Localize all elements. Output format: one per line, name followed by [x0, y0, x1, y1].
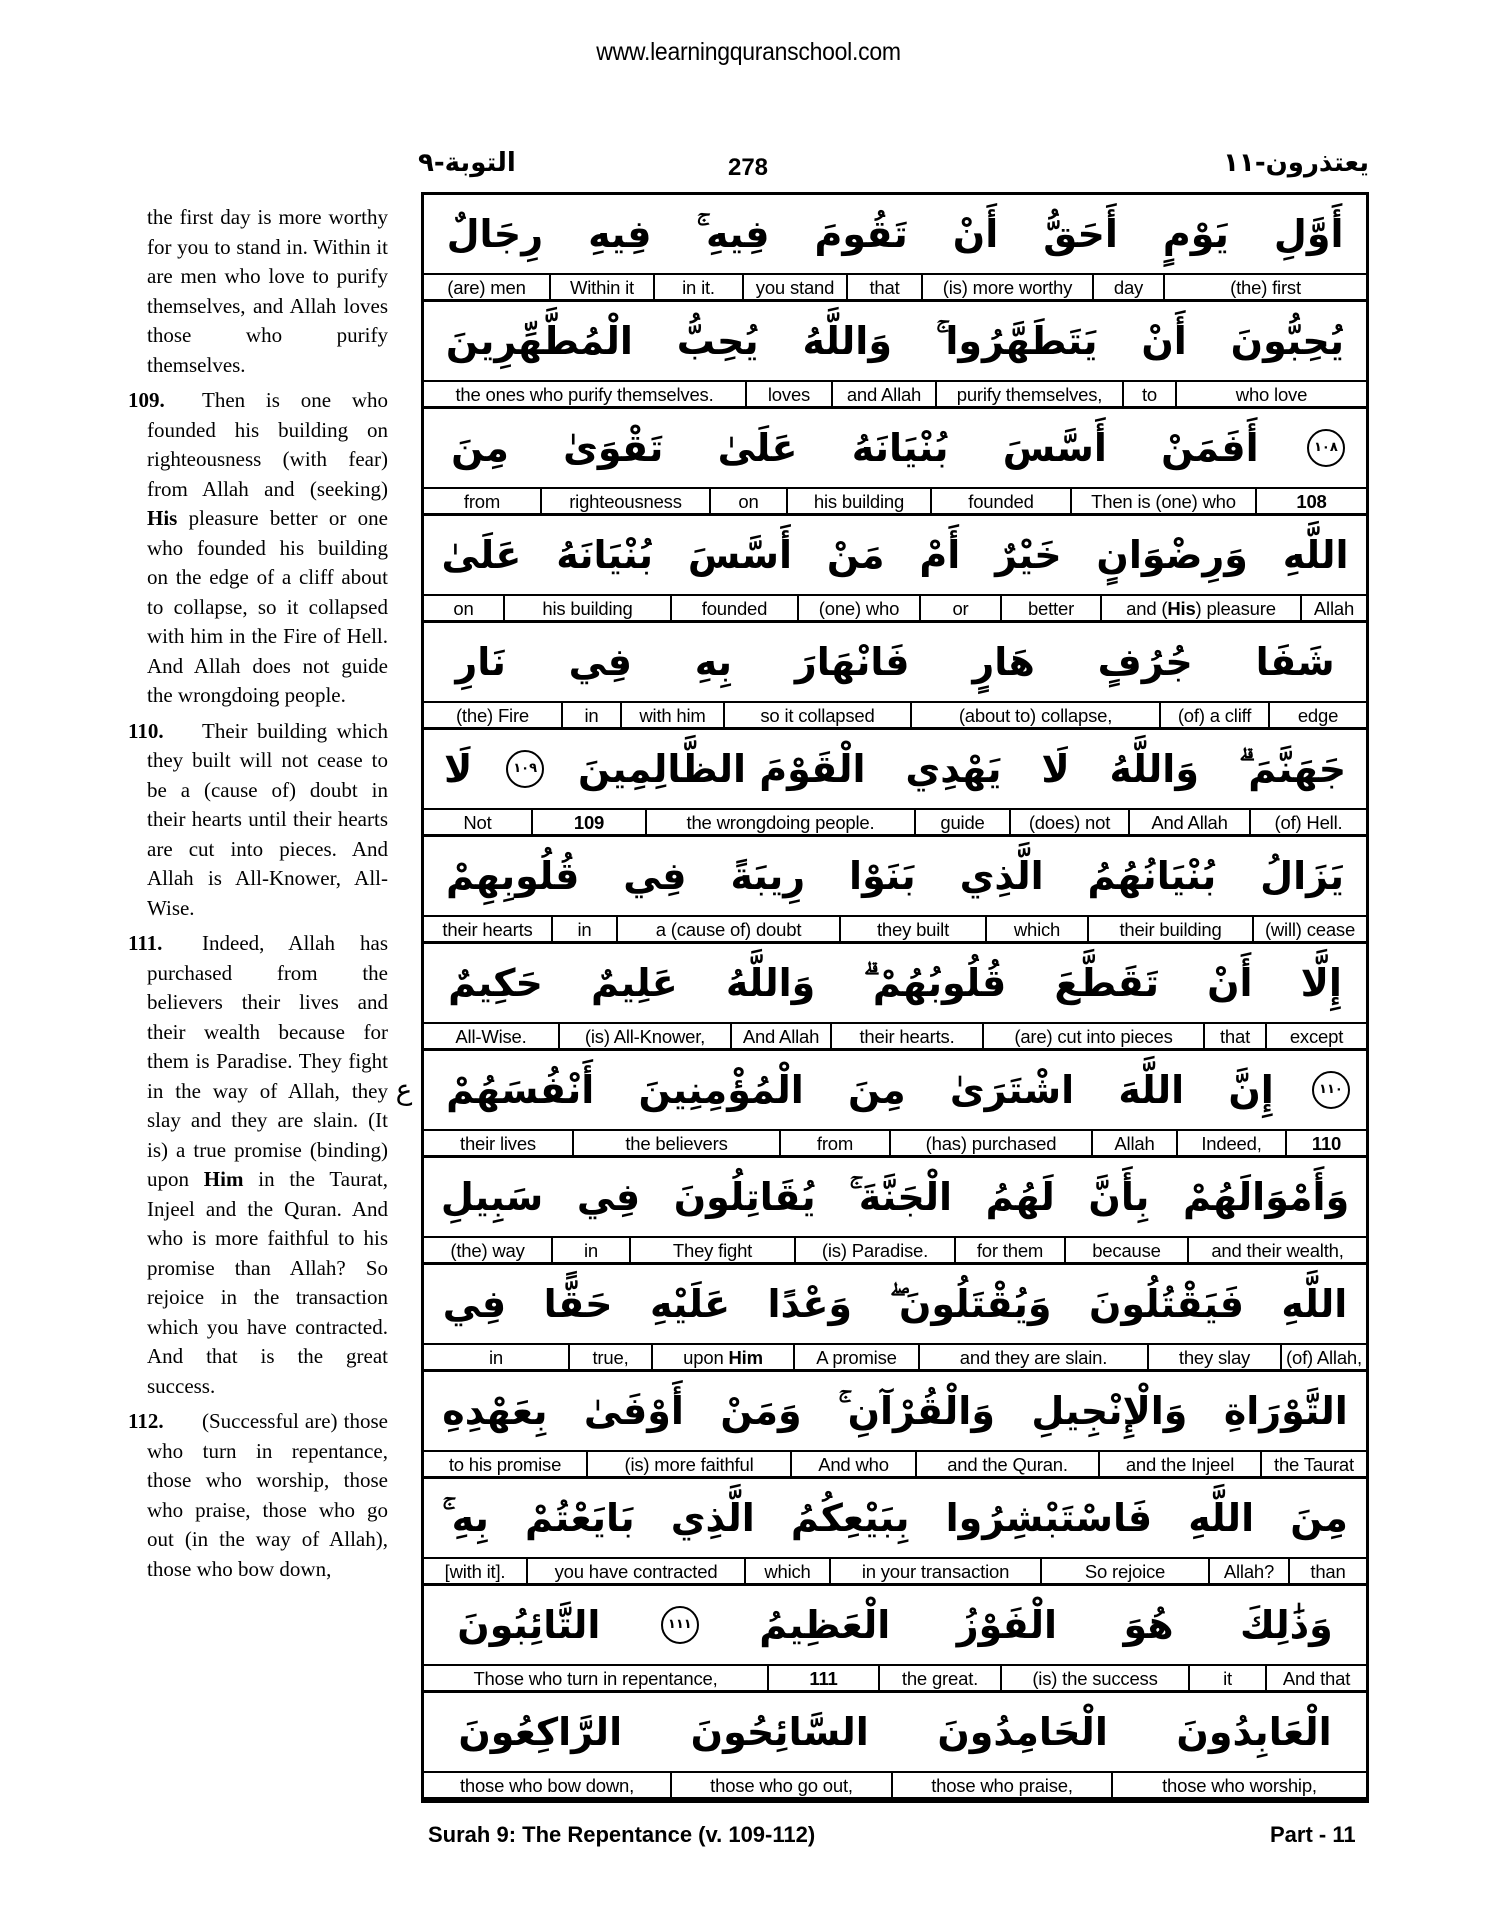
arabic-word: جُرُفٍ	[1097, 640, 1193, 684]
table-row-pair	[424, 1051, 1366, 1158]
translation-cell: Then is (one) who	[1070, 489, 1255, 513]
translation-cell: (has) purchased	[889, 1131, 1091, 1155]
translation-cell: that	[1203, 1024, 1265, 1048]
translation-cell: (are) cut into pieces	[982, 1024, 1203, 1048]
page-number: 278	[727, 154, 769, 181]
arabic-word: لَا	[1041, 747, 1070, 791]
translation-cell: purify themselves,	[935, 382, 1122, 406]
translation-cell: except	[1265, 1024, 1366, 1048]
arabic-word: بِهِ ۚ	[442, 1495, 489, 1540]
verse-paragraph	[128, 929, 388, 1401]
translation-cell: Allah?	[1208, 1559, 1288, 1583]
translation-cell: in	[561, 703, 620, 727]
arabic-word: قُلُوبِهِمْ	[445, 854, 580, 898]
translation-cell: than	[1288, 1559, 1366, 1583]
translation-cell: (the) first	[1163, 275, 1366, 299]
translation-cell: their hearts.	[830, 1024, 982, 1048]
translation-cell: (the) Fire	[455, 705, 530, 726]
translation-cell: Allah	[1091, 1131, 1176, 1155]
arabic-word: فِيهِ	[588, 212, 652, 256]
arabic-word: وَأَمْوَالَهُمْ	[1183, 1175, 1350, 1219]
arabic-word: الَّذِي	[959, 854, 1044, 898]
arabic-word: بُنْيَانُهُمُ	[1087, 854, 1217, 898]
arabic-word: يُحِبُّونَ	[1230, 319, 1345, 363]
verse-text: (Successful are) those who turn in repentance, those who worship, those who praise, those who go out (in the way of Allah), those who bow down,	[147, 1409, 388, 1581]
translation-cell: the wrongdoing people.	[645, 810, 914, 834]
translation-cell: (of) Hell.	[1249, 810, 1366, 834]
arabic-word: تَقْوَىٰ	[563, 426, 664, 470]
arabic-word: أَنْ	[1141, 319, 1187, 363]
translation-cell: their hearts	[442, 919, 533, 940]
arabic-word: جَهَنَّمَ ۗ	[1238, 746, 1347, 791]
arabic-word: سَبِيلِ	[440, 1175, 544, 1219]
translation-cell: the believers	[572, 1131, 779, 1155]
arabic-word: بَنَوْا	[849, 854, 916, 898]
arabic-row	[424, 837, 1366, 917]
translation-cell: the ones who purify themselves.	[455, 384, 714, 405]
arabic-word: فِي	[623, 854, 687, 898]
translation-cell: his building	[786, 489, 930, 513]
translation-cell: And Allah	[730, 1024, 830, 1048]
arabic-word: اشْتَرَىٰ	[949, 1068, 1075, 1112]
translation-row	[424, 1773, 1366, 1800]
arabic-word: أَحَقُّ	[1043, 212, 1118, 256]
translation-cell: (is) Paradise.	[794, 1238, 954, 1262]
arabic-word: يَتَطَهَّرُوا ۚ	[935, 318, 1098, 363]
verse-end-marker-icon: ١١٠	[1312, 1071, 1350, 1109]
arabic-word: بِهِ	[694, 640, 733, 684]
translation-cell: founded	[930, 489, 1070, 513]
arabic-word: الْمُطَّهِّرِينَ	[445, 319, 633, 363]
arabic-word: رِيبَةً	[730, 854, 806, 898]
arabic-word: بِعَهْدِهِ	[442, 1389, 548, 1433]
arabic-word: التَّائِبُونَ	[457, 1603, 601, 1647]
verse-number-cell: 109	[531, 810, 645, 834]
arabic-word: التَّوْرَاةِ	[1223, 1389, 1348, 1433]
translation-cell: on	[453, 598, 474, 619]
translation-cell: in it.	[653, 275, 742, 299]
arabic-row	[424, 1265, 1366, 1345]
translation-row	[424, 1131, 1366, 1158]
translation-cell: that	[846, 275, 921, 299]
translation-cell: in	[489, 1347, 503, 1368]
verse-number: 110.	[128, 718, 164, 743]
table-row-pair	[424, 516, 1366, 623]
translation-cell: and (His) pleasure	[1100, 596, 1300, 620]
translation-cell: those who praise,	[891, 1773, 1111, 1797]
arabic-word: يَزَالُ	[1260, 854, 1345, 898]
translation-column	[128, 203, 388, 1590]
arabic-word: رِجَالٌ	[446, 212, 544, 256]
translation-cell: (are) men	[447, 277, 526, 298]
translation-cell: and the Quran.	[915, 1452, 1098, 1476]
table-row-pair	[424, 1479, 1366, 1586]
table-row-pair	[424, 944, 1366, 1051]
verse-number-cell: 110	[1285, 1131, 1366, 1155]
arabic-row	[424, 1158, 1366, 1238]
arabic-word: الَّذِي	[670, 1496, 755, 1540]
verse-paragraph	[128, 717, 388, 924]
translation-cell: which	[744, 1559, 829, 1583]
arabic-word: بُنْيَانَهُ	[851, 426, 949, 470]
arabic-word: الْفَوْزُ	[956, 1603, 1058, 1647]
site-url[interactable]: www.learningquranschool.com	[596, 38, 901, 66]
translation-cell: who love	[1175, 382, 1366, 406]
arabic-word: فِي	[568, 640, 632, 684]
translation-cell: in your transaction	[829, 1559, 1040, 1583]
arabic-row	[424, 730, 1366, 810]
translation-cell: A promise	[793, 1345, 918, 1369]
arabic-word: عَلَىٰ	[441, 533, 522, 577]
arabic-word: اللَّهِ	[1281, 1282, 1348, 1326]
arabic-word: وَرِضْوَانٍ	[1096, 533, 1248, 577]
arabic-row	[424, 1586, 1366, 1666]
translation-cell: Not	[463, 812, 492, 833]
translation-row	[424, 382, 1366, 409]
translation-cell: you have contracted	[526, 1559, 744, 1583]
arabic-word: اللَّهِ	[1282, 533, 1349, 577]
translation-cell: so it collapsed	[723, 703, 910, 727]
arabic-word: أَنْ	[952, 212, 999, 256]
translation-cell: it	[1188, 1666, 1265, 1690]
arabic-word: بَايَعْتُمْ	[525, 1496, 635, 1540]
translation-cell: which	[985, 917, 1087, 941]
arabic-word: تَقَطَّعَ	[1054, 961, 1159, 1005]
translation-cell: So rejoice	[1040, 1559, 1208, 1583]
table-row-pair	[424, 1372, 1366, 1479]
translation-row	[424, 1238, 1366, 1265]
arabic-word: وَاللَّهُ	[1109, 747, 1199, 791]
translation-row	[424, 1345, 1366, 1372]
translation-cell: you stand	[742, 275, 846, 299]
translation-cell: their building	[1087, 917, 1252, 941]
surah-title: Surah 9: The Repentance (v. 109-112)	[428, 1822, 816, 1847]
translation-row	[424, 489, 1366, 516]
translation-cell: those who go out,	[670, 1773, 891, 1797]
arabic-row	[424, 623, 1366, 703]
arabic-word: بُنْيَانَهُ	[556, 533, 654, 577]
arabic-word: فَانْهَارَ	[794, 640, 910, 684]
translation-cell: righteousness	[540, 489, 709, 513]
translation-cell: All-Wise.	[455, 1026, 527, 1047]
translation-row	[424, 1452, 1366, 1479]
translation-cell: (is) more worthy	[921, 275, 1092, 299]
table-row-pair	[424, 623, 1366, 730]
arabic-word: السَّائِحُونَ	[690, 1710, 869, 1754]
translation-cell: and they are slain.	[918, 1345, 1147, 1369]
arabic-word: قُلُوبُهُمْ ۗ	[863, 960, 1007, 1005]
translation-cell: those who bow down,	[459, 1775, 635, 1796]
verse-end-marker-icon: ١٠٩	[506, 750, 544, 788]
translation-cell: from	[463, 491, 501, 512]
juz-name-arabic: يعتذرون-١١	[1223, 148, 1369, 178]
verse-end-marker-icon: ١١١	[661, 1606, 699, 1644]
translation-cell: (does) not	[1009, 810, 1128, 834]
translation-cell: and their wealth,	[1187, 1238, 1366, 1262]
arabic-word: نَارِ	[455, 640, 506, 684]
translation-cell: they built	[839, 917, 985, 941]
arabic-word: أَنْ	[1207, 961, 1253, 1005]
verse-text: Then is one who founded his building on righteousness (with fear) from Allah and (seeking) His pleasure better or one who founded his building on the edge of a cliff about to collapse, so it collapsed with him in the Fire of Hell. And Allah does not guide the wrongdoing people.	[147, 388, 388, 707]
arabic-word: عَلِيمٌ	[590, 961, 678, 1005]
word-by-word-table	[421, 192, 1369, 1803]
arabic-word: فِي	[442, 1282, 507, 1326]
translation-cell: and Allah	[831, 382, 935, 406]
translation-cell: day	[1092, 275, 1163, 299]
translation-cell: And who	[790, 1452, 915, 1476]
arabic-word: الْعَابِدُونَ	[1176, 1710, 1332, 1754]
arabic-word: مِنَ	[847, 1068, 906, 1112]
verse-number: 112.	[128, 1409, 164, 1433]
translation-row	[424, 596, 1366, 623]
continuation-paragraph	[128, 203, 388, 380]
translation-cell: from	[779, 1131, 889, 1155]
arabic-word: هَارٍ	[972, 640, 1035, 684]
arabic-word: وَاللَّهُ	[802, 319, 892, 363]
translation-cell: those who worship,	[1111, 1773, 1366, 1797]
surah-name-arabic: التوبة-٩	[418, 148, 516, 178]
translation-cell: the great.	[878, 1666, 1000, 1690]
translation-cell: their lives	[460, 1133, 536, 1154]
translation-cell: (about to) collapse,	[910, 703, 1159, 727]
translation-row	[424, 917, 1366, 944]
arabic-word: يَوْمٍ	[1162, 212, 1229, 256]
arabic-word: أَوْفَىٰ	[583, 1389, 684, 1433]
arabic-word: فِيهِ ۚ	[696, 211, 770, 256]
translation-cell: loves	[745, 382, 831, 406]
arabic-word: يَهْدِي	[905, 747, 1002, 791]
translation-cell: They fight	[629, 1238, 794, 1262]
verse-number-cell: 111	[767, 1666, 878, 1690]
translation-cell: because	[1064, 1238, 1187, 1262]
translation-cell: (is) more faithful	[586, 1452, 790, 1476]
translation-cell: to	[1122, 382, 1175, 406]
arabic-word: يُقَاتِلُونَ	[673, 1175, 816, 1219]
arabic-word: وَالْقُرْآنِ ۚ	[838, 1388, 995, 1433]
table-row-pair	[424, 1586, 1366, 1693]
translation-cell: true,	[568, 1345, 651, 1369]
verse-number-cell: 108	[1255, 489, 1366, 513]
table-row-pair	[424, 195, 1366, 302]
arabic-word: مِنَ	[1290, 1496, 1348, 1540]
arabic-word: مِنَ	[451, 426, 509, 470]
translation-cell: And Allah	[1128, 810, 1249, 834]
arabic-word: إِنَّ	[1228, 1068, 1274, 1112]
arabic-word: خَيْرٌ	[995, 533, 1062, 577]
arabic-word: الْحَامِدُونَ	[937, 1710, 1108, 1754]
translation-cell: in	[551, 1238, 629, 1262]
arabic-word: هُوَ	[1123, 1603, 1174, 1647]
arabic-row	[424, 1372, 1366, 1452]
translation-cell: on	[709, 489, 786, 513]
translation-cell: and the Injeel	[1098, 1452, 1260, 1476]
translation-cell: in	[551, 917, 616, 941]
table-row-pair	[424, 1265, 1366, 1372]
arabic-word: اللَّهِ	[1188, 1496, 1255, 1540]
translation-row	[424, 1559, 1366, 1586]
translation-cell: or	[919, 596, 1000, 620]
translation-cell: a (cause of) doubt	[616, 917, 839, 941]
arabic-word: أَسَّسَ	[1002, 426, 1107, 470]
verse-paragraph	[128, 1407, 388, 1584]
table-row-pair	[424, 837, 1366, 944]
arabic-row	[424, 1479, 1366, 1559]
arabic-word: فَيَقْتُلُونَ	[1088, 1282, 1244, 1326]
translation-row	[424, 703, 1366, 730]
translation-cell: (the) way	[450, 1240, 525, 1261]
arabic-row	[424, 1693, 1366, 1773]
arabic-row	[424, 516, 1366, 596]
arabic-word: أَوَّلِ	[1273, 212, 1344, 256]
verse-paragraph	[128, 386, 388, 711]
arabic-word: إِلَّا	[1300, 961, 1342, 1005]
translation-cell: to his promise	[448, 1454, 562, 1475]
verse-text: Indeed, Allah has purchased from the believers their lives and their wealth because for them is Paradise. They fight in the way of Allah, they slay and they are slain. (It is) a true promise (binding) upon Him in the Taurat, Injeel and the Quran. And who is more faithful to his promise than Allah? So rejoice in the transaction which you have contracted. And that is the great success.	[147, 931, 388, 1398]
translation-row	[424, 810, 1366, 837]
table-row-pair	[424, 730, 1366, 837]
arabic-row	[424, 302, 1366, 382]
translation-cell: (is) All-Knower,	[558, 1024, 730, 1048]
arabic-word: بِبَيْعِكُمُ	[790, 1496, 910, 1540]
arabic-word: وَالْإِنْجِيلِ	[1031, 1389, 1188, 1433]
arabic-word: أَفَمَنْ	[1161, 426, 1259, 470]
arabic-word: بِأَنَّ	[1088, 1175, 1150, 1219]
arabic-word: شَفَا	[1255, 640, 1335, 684]
arabic-word: الْجَنَّةَ ۚ	[849, 1174, 953, 1219]
translation-cell: (one) who	[797, 596, 919, 620]
translation-row	[424, 1024, 1366, 1051]
translation-cell: Indeed,	[1176, 1131, 1285, 1155]
arabic-word: وَعْدًا	[767, 1282, 853, 1326]
translation-cell: Those who turn in repentance,	[473, 1668, 718, 1689]
table-row-pair	[424, 1693, 1366, 1800]
ruku-marker-icon: ع	[395, 1073, 413, 1106]
arabic-word: الْقَوْمَ الظَّالِمِينَ	[577, 747, 866, 791]
verse-number: 111.	[128, 931, 163, 955]
table-row-pair	[424, 409, 1366, 516]
verse-text: the first day is more worthy for you to stand in. Within it are men who love to purify themselves, and Allah loves those who purify themselves.	[147, 205, 388, 377]
translation-cell: better	[1000, 596, 1100, 620]
arabic-word: عَلَيْهِ	[650, 1282, 731, 1326]
arabic-word: لَا	[444, 747, 473, 791]
translation-cell: (will) cease	[1252, 917, 1366, 941]
translation-cell: founded	[670, 596, 797, 620]
translation-cell: [with it].	[444, 1561, 506, 1582]
translation-cell: guide	[914, 810, 1009, 834]
translation-row	[424, 275, 1366, 302]
arabic-word: أَنْفُسَهُمْ	[446, 1068, 595, 1112]
arabic-word: لَهُمُ	[985, 1175, 1055, 1219]
arabic-word: حَقًّا	[543, 1282, 613, 1326]
translation-cell: (of) Allah,	[1280, 1345, 1366, 1369]
arabic-word: اللَّهَ	[1118, 1068, 1185, 1112]
arabic-word: وَاللَّهُ	[725, 961, 816, 1005]
arabic-row	[424, 944, 1366, 1024]
arabic-word: تَقُومَ	[814, 212, 908, 256]
translation-cell: upon Him	[651, 1345, 793, 1369]
verse-number: 109.	[128, 388, 165, 412]
translation-cell: edge	[1268, 703, 1366, 727]
table-row-pair	[424, 302, 1366, 409]
arabic-word: الرَّاكِعُونَ	[458, 1710, 623, 1754]
arabic-word: فَاسْتَبْشِرُوا	[945, 1496, 1153, 1540]
arabic-word: فِي	[576, 1175, 641, 1219]
translation-cell: And that	[1265, 1666, 1366, 1690]
verse-text: Their building which they built will not cease to be a (cause of) doubt in their hearts until their hearts are cut into pieces. And Allah is All-Knower, All-Wise.	[147, 718, 388, 920]
arabic-word: وَذَٰلِكَ	[1240, 1603, 1333, 1647]
arabic-word: الْعَظِيمُ	[759, 1603, 891, 1647]
translation-cell: with him	[620, 703, 723, 727]
translation-cell: Within it	[549, 275, 653, 299]
translation-cell: the Taurat	[1260, 1452, 1366, 1476]
arabic-word: الْمُؤْمِنِينَ	[638, 1068, 804, 1112]
translation-row	[424, 1666, 1366, 1693]
translation-cell: for them	[954, 1238, 1064, 1262]
part-label: Part - 11	[1270, 1822, 1356, 1847]
table-row-pair	[424, 1158, 1366, 1265]
arabic-word: عَلَىٰ	[717, 426, 798, 470]
arabic-word: مَنْ	[826, 533, 885, 577]
arabic-word: وَمَنْ	[720, 1389, 802, 1433]
translation-cell: (is) the success	[1000, 1666, 1188, 1690]
arabic-word: حَكِيمٌ	[448, 961, 543, 1005]
arabic-word: وَيُقْتَلُونَ ۖ	[889, 1281, 1052, 1326]
translation-cell: Allah	[1300, 596, 1366, 620]
translation-cell: (of) a cliff	[1159, 703, 1268, 727]
translation-cell: his building	[503, 596, 670, 620]
arabic-word: يُحِبُّ	[676, 319, 759, 363]
arabic-row	[424, 1051, 1366, 1131]
translation-cell: they slay	[1147, 1345, 1280, 1369]
arabic-row	[424, 409, 1366, 489]
arabic-word: أَسَّسَ	[687, 533, 792, 577]
arabic-row	[424, 195, 1366, 275]
arabic-word: أَمْ	[919, 533, 961, 577]
verse-end-marker-icon: ١٠٨	[1307, 429, 1345, 467]
